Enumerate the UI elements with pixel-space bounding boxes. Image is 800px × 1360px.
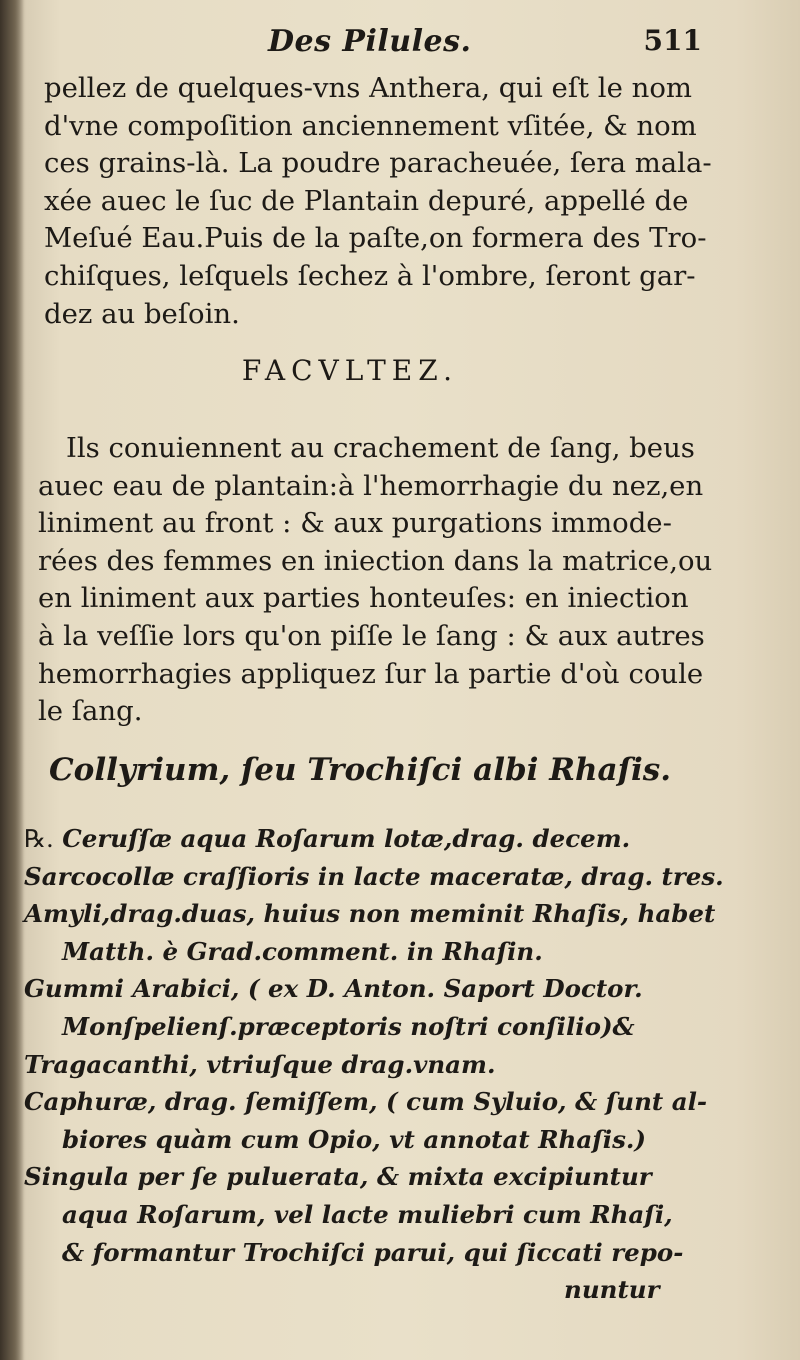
recipe-line: Gummi Arabici, ( ex D. Anton. Saport Doctor. [24, 974, 643, 1004]
recipe-line: Tragacanthi, vtriuſque drag.vnam. [24, 1049, 496, 1079]
recipe-line: biores quàm cum Opio, vt annotat Rhaſis.) [62, 1124, 647, 1154]
recipe-line: Sarcocollæ craſſioris in lacte maceratæ, drag. tres. [24, 861, 724, 891]
text-line: Ils conuiennent au crachement de ſang, beus [66, 432, 695, 464]
text-line: liniment au front : & aux purgations immode- [38, 507, 672, 540]
page-header [40, 24, 700, 68]
text-line: rées des femmes en iniection dans la matrice,ou [38, 544, 713, 577]
recipe-line: Singula per ſe puluerata, & mixta excipiuntur [24, 1162, 652, 1192]
recipe-line: Monſpelienſ.præceptoris noſtri conſilio)& [62, 1011, 635, 1041]
text-line: ces grains-là. La poudre paracheuée, ſera mala- [44, 147, 712, 180]
text-line: à la veſſie lors qu'on piſſe le ſang : & aux autres [38, 619, 705, 652]
recipe-symbol: ℞. [24, 824, 54, 853]
text-line: dez au beſoin. [44, 297, 240, 330]
page-number: 511 [643, 24, 702, 57]
text-line: hemorrhagies appliquez ſur la partie d'où coule [38, 657, 704, 690]
text-line: xée auec le ſuc de Plantain depuré, appellé de [44, 184, 689, 217]
page-gutter-shadow [0, 0, 24, 1360]
text-line: d'vne compoſition anciennement vſitée, & nom [44, 109, 697, 142]
recipe-line: Matth. è Grad.comment. in Rhaſin. [62, 936, 543, 966]
recipe-list [24, 820, 724, 1309]
recipe-line: & formantur Trochiſci parui, qui ſiccati repo- [62, 1237, 684, 1267]
faculties-paragraph [38, 430, 713, 731]
section-heading: FACVLTEZ. [241, 354, 459, 387]
text-line: en liniment aux parties honteuſes: en iniection [38, 582, 689, 615]
running-title: Des Pilules. [268, 24, 472, 59]
intro-paragraph [44, 70, 712, 333]
recipe-line: Caphuræ, drag. ſemiſſem, ( cum Syluio, & ſunt al- [24, 1087, 708, 1117]
recipe-title: Collyrium, ſeu Trochiſci albi Rhaſis. [49, 752, 671, 788]
text-line: Meſué Eau.Puis de la paſte,on formera des Tro- [44, 222, 707, 255]
catchword: nuntur [564, 1275, 660, 1305]
text-line: pellez de quelques-vns Anthera, qui eſt le nom [44, 72, 692, 104]
text-line: auec eau de plantain:à l'hemorrhagie du nez,en [38, 469, 704, 502]
ingredient-text: Ceruſſæ aqua Roſarum lotæ,drag. decem. [62, 824, 631, 853]
text-line: le ſang. [38, 695, 143, 728]
text-line: chiſques, leſquels ſechez à l'ombre, ſeront gar- [44, 259, 696, 292]
recipe-line: Amyli,drag.duas, huius non meminit Rhaſis, habet [24, 899, 716, 929]
recipe-line [24, 820, 684, 858]
recipe-line: aqua Roſarum, vel lacte muliebri cum Rhaſi, [62, 1199, 673, 1229]
